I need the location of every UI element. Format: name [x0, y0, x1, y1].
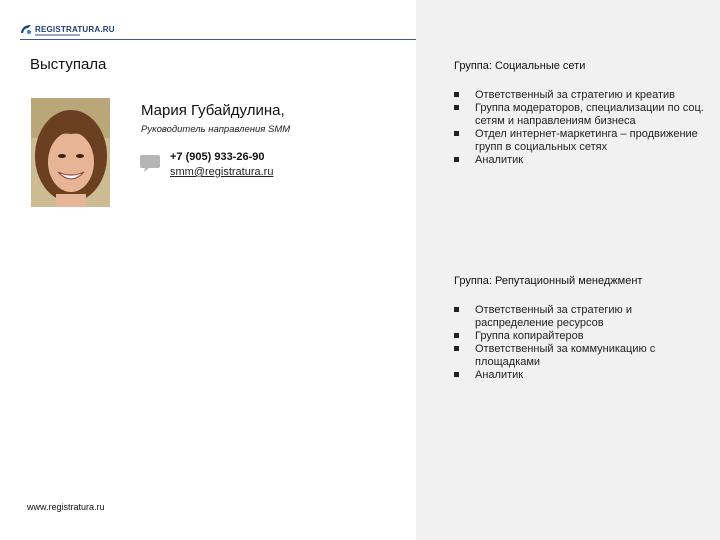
list-item: Группа модераторов, специализации по соц. сетям и направлениям бизнеса: [454, 102, 704, 128]
list-item: Отдел интернет-маркетинга – продвижение групп в социальных сетях: [454, 128, 704, 154]
square-bullet-icon: [454, 92, 459, 97]
list-item: Ответственный за коммуникацию с площадками: [454, 343, 704, 369]
footer-url-link[interactable]: www.registratura.ru: [27, 502, 105, 512]
list-item: Ответственный за стратегию и распределение ресурсов: [454, 304, 704, 330]
group-reputation-title: Группа: Репутационный менеджмент: [454, 275, 643, 287]
list-item: Ответственный за стратегию и креатив: [454, 89, 704, 102]
group-reputation-list: [454, 304, 704, 382]
speaker-name: Мария Губайдулина,: [141, 102, 285, 119]
logo-text: REGISTRATURA.RU: [35, 24, 115, 34]
square-bullet-icon: [454, 131, 459, 136]
page-title: Выступала: [30, 56, 107, 73]
group-social-title: Группа: Социальные сети: [454, 60, 586, 72]
speaker-phone: +7 (905) 933-26-90: [170, 151, 265, 163]
square-bullet-icon: [454, 307, 459, 312]
chat-bubble-icon: [139, 152, 161, 174]
square-bullet-icon: [454, 157, 459, 162]
speaker-email-link[interactable]: smm@registratura.ru: [170, 166, 274, 178]
header-divider: [20, 39, 416, 40]
registratura-logo-icon: [20, 23, 32, 35]
right-panel: [416, 0, 720, 540]
speaker-photo: [31, 98, 110, 207]
square-bullet-icon: [454, 346, 459, 351]
list-item: Группа копирайтеров: [454, 330, 704, 343]
square-bullet-icon: [454, 105, 459, 110]
logo-tagline: [35, 34, 80, 36]
list-item: Аналитик: [454, 369, 704, 382]
square-bullet-icon: [454, 372, 459, 377]
square-bullet-icon: [454, 333, 459, 338]
group-social-list: [454, 89, 704, 167]
speaker-role: Руководитель направления SMM: [141, 124, 291, 135]
list-item: Аналитик: [454, 154, 704, 167]
